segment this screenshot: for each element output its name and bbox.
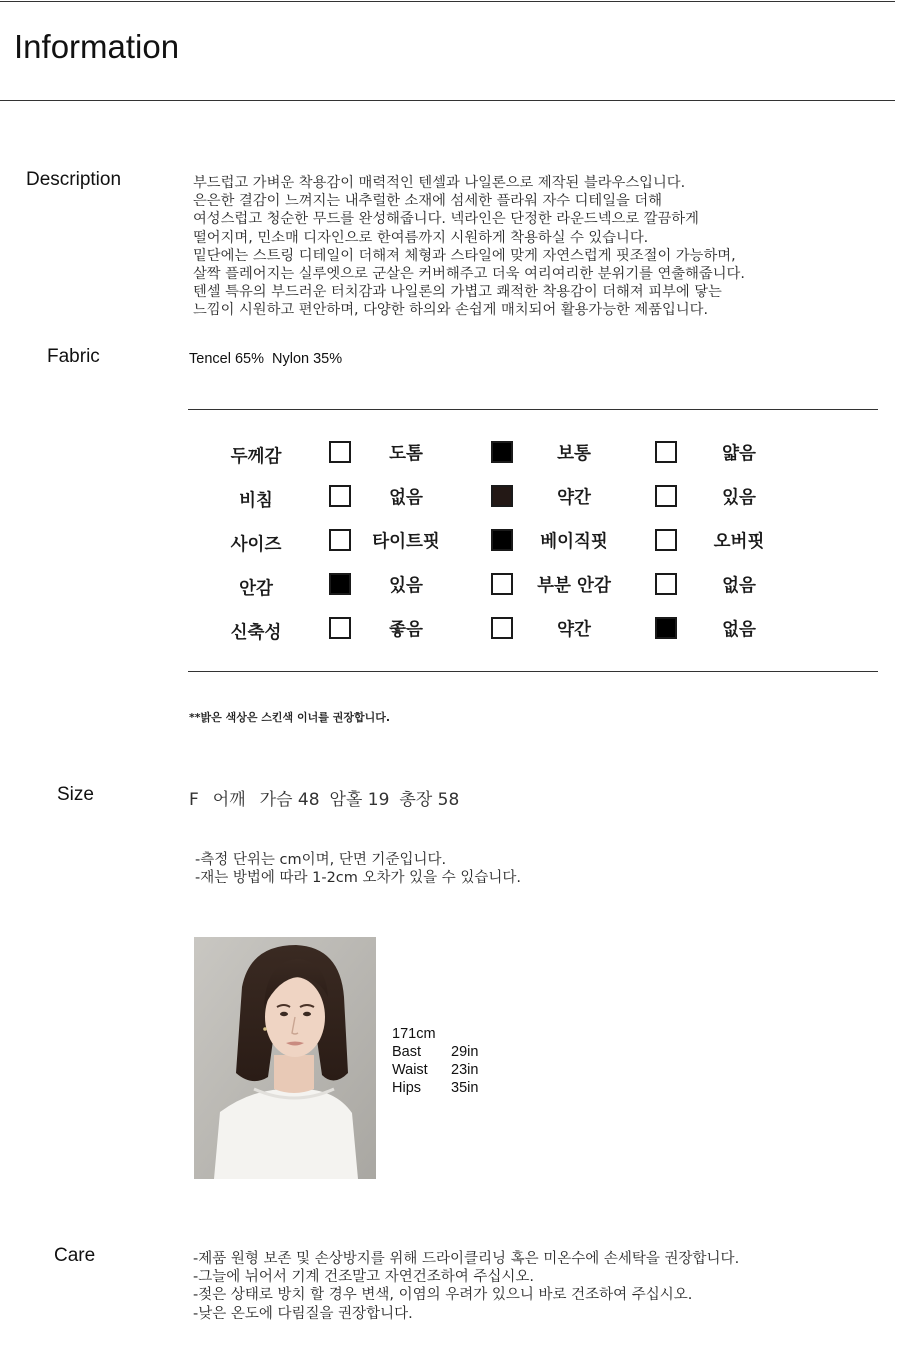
model-stat-row [392, 1079, 478, 1097]
description-line: 떨어지며, 민소매 디자인으로 한여름까지 시원하게 착용하실 수 있습니다. [193, 229, 649, 246]
model-stat-value: 23in [451, 1062, 479, 1078]
description-line: 살짝 플레어지는 실루엣으로 군살은 커버해주고 더욱 여리여리한 분위기를 연출해줍니다. [193, 265, 745, 282]
chest-measure: 가슴 48 [259, 790, 320, 810]
attribute-option-label: 도톰 [389, 444, 423, 464]
model-stat-value: 35in [451, 1080, 479, 1096]
shoulder-measure: 어깨 [212, 790, 246, 810]
attribute-name: 두께감 [230, 447, 282, 467]
checkbox-unchecked[interactable] [329, 441, 351, 463]
attribute-option-label: 없음 [722, 576, 756, 596]
checkbox-checked[interactable] [491, 485, 513, 507]
checkbox-unchecked[interactable] [655, 529, 677, 551]
checkbox-unchecked[interactable] [491, 573, 513, 595]
length-measure: 총장 58 [399, 790, 460, 810]
armhole-measure: 암홀 19 [329, 790, 390, 810]
size-note: -재는 방법에 따라 1-2cm 오차가 있을 수 있습니다. [195, 870, 522, 887]
attributes-top-rule [188, 409, 878, 410]
model-stat-row [392, 1043, 478, 1061]
header-divider [0, 100, 895, 101]
attribute-option-label: 좋음 [389, 620, 423, 640]
care-line: -젖은 상태로 방치 할 경우 변색, 이염의 우려가 있으니 바로 건조하여 주십시오. [193, 1287, 693, 1304]
attribute-option-label: 없음 [389, 488, 423, 508]
model-stat-value: 29in [451, 1044, 479, 1060]
attribute-name: 사이즈 [230, 535, 282, 555]
description-label: Description [26, 169, 122, 190]
care-instructions [193, 1250, 739, 1323]
fabric-label: Fabric [47, 346, 100, 367]
description-line: 여성스럽고 청순한 무드를 완성해줍니다. 넥라인은 단정한 라운드넥으로 깔끔하게 [193, 211, 699, 228]
attributes-bottom-rule [188, 671, 878, 672]
fabric-composition: Tencel 65% Nylon 35% [189, 351, 343, 367]
model-height: 171cm [392, 1026, 436, 1042]
model-stat-key: Bast [392, 1044, 422, 1060]
checkbox-checked[interactable] [329, 573, 351, 595]
attribute-option-label: 얇음 [722, 444, 756, 464]
checkbox-checked[interactable] [491, 441, 513, 463]
page-title: Information [14, 28, 180, 65]
checkbox-unchecked[interactable] [491, 617, 513, 639]
size-label: Size [57, 784, 94, 805]
checkbox-unchecked[interactable] [655, 573, 677, 595]
size-measurements [189, 785, 469, 810]
description-text [193, 174, 745, 320]
care-line: -낮은 온도에 다림질을 권장합니다. [193, 1305, 413, 1322]
care-line: -제품 원형 보존 및 손상방지를 위해 드라이클리닝 혹은 미온수에 손세탁을 권장합니다. [193, 1251, 740, 1267]
attribute-option-label: 약간 [557, 620, 591, 640]
description-line: 밑단에는 스트링 디테일이 더해져 체형과 스타일에 맞게 자연스럽게 핏조절이 가능하며, [193, 247, 736, 264]
top-border [0, 1, 895, 2]
size-note: -측정 단위는 cm이며, 단면 기준입니다. [195, 852, 447, 868]
checkbox-checked[interactable] [655, 617, 677, 639]
attribute-option-label: 타이트핏 [372, 532, 440, 552]
model-stat-key: Hips [392, 1080, 422, 1096]
attribute-option-label: 베이직핏 [540, 532, 608, 552]
attribute-option-label: 있음 [722, 488, 756, 508]
attribute-option-label: 오버핏 [713, 532, 765, 552]
checkbox-unchecked[interactable] [329, 617, 351, 639]
model-photo [194, 937, 376, 1179]
attribute-name: 안감 [239, 579, 273, 599]
care-line: -그늘에 뉘어서 기계 건조말고 자연건조하여 주십시오. [193, 1269, 535, 1286]
model-measurements [392, 1025, 478, 1097]
attribute-name: 비침 [239, 491, 273, 511]
checkbox-checked[interactable] [491, 529, 513, 551]
attribute-option-label: 약간 [557, 488, 591, 508]
checkbox-unchecked[interactable] [655, 441, 677, 463]
model-stat-key: Waist [392, 1062, 428, 1078]
size-name: F [189, 790, 199, 810]
size-notes [195, 851, 521, 887]
attribute-option-label: 있음 [389, 576, 423, 596]
checkbox-unchecked[interactable] [329, 485, 351, 507]
checkbox-unchecked[interactable] [655, 485, 677, 507]
attribute-option-label: 없음 [722, 620, 756, 640]
description-line: 느낌이 시원하고 편안하며, 다양한 하의와 손쉽게 매치되어 활용가능한 제품입니다. [193, 302, 709, 319]
attribute-option-label: 보통 [557, 444, 591, 464]
care-label: Care [54, 1245, 96, 1266]
description-line: 텐셀 특유의 부드러운 터치감과 나일론의 가볍고 쾌적한 착용감이 더해져 피부에 닿는 [193, 284, 722, 301]
color-note: **밝은 색상은 스킨색 이너를 권장합니다. [189, 711, 391, 724]
model-stat-row [392, 1061, 478, 1079]
checkbox-unchecked[interactable] [329, 529, 351, 551]
attribute-name: 신축성 [230, 623, 282, 643]
description-line: 부드럽고 가벼운 착용감이 매력적인 텐셀과 나일론으로 제작된 블라우스입니다. [193, 175, 686, 191]
attribute-option-label: 부분 안감 [537, 576, 611, 596]
description-line: 은은한 결감이 느껴지는 내추럴한 소재에 섬세한 플라워 자수 디테일을 더해 [193, 193, 663, 210]
